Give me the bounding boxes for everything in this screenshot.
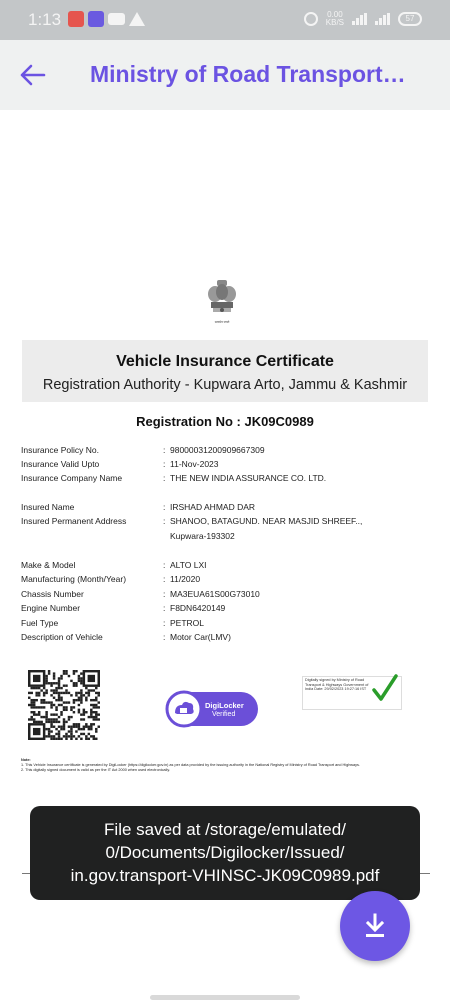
field-value: PETROL [170, 618, 205, 628]
document-icon [88, 11, 104, 27]
field-label: Make & Model [21, 560, 76, 570]
notification-red-icon [68, 11, 84, 27]
toast-line-2: 0/Documents/Digilocker/Issued/ [105, 843, 345, 862]
field-label: Fuel Type [21, 618, 59, 628]
field-value: ALTO LXI [170, 560, 207, 570]
verified-label: Verified [212, 711, 236, 718]
registration-number: Registration No : JK09C0989 [136, 414, 314, 429]
status-bar [0, 0, 450, 40]
certificate-subtitle: Registration Authority - Kupwara Arto, Jammu & Kashmir [42, 377, 408, 393]
net-speed [326, 11, 344, 27]
net-speed-value: 0.00 [327, 10, 343, 19]
system-icons [304, 11, 422, 27]
emblem-caption: सत्यमेव जयते [214, 320, 230, 324]
app-bar [0, 40, 450, 110]
download-button[interactable] [340, 891, 410, 961]
youtube-icon [108, 13, 125, 25]
field-label: Manufacturing (Month/Year) [21, 574, 127, 584]
signal-icon-2 [375, 13, 390, 25]
home-indicator[interactable] [150, 995, 300, 1000]
field-value: THE NEW INDIA ASSURANCE CO. LTD. [170, 473, 327, 483]
page-title: Ministry of Road Transport… [90, 61, 406, 87]
field-label: Engine Number [21, 603, 81, 613]
signal-icon [352, 13, 367, 25]
field-value: F8DN6420149 [170, 603, 226, 613]
toast-message [30, 806, 420, 900]
warning-icon [129, 12, 145, 26]
back-button[interactable] [18, 60, 52, 90]
notes-title: Note: [21, 758, 31, 762]
battery-icon: 57 [398, 12, 422, 26]
certificate-notes [21, 758, 425, 773]
toast-line-1: File saved at /storage/emulated/ [104, 820, 346, 839]
digital-signature-text: Digitally signed by Ministry of Road Transport & Highways Government of India Date: 29/02/2023 19:27:16 IST [305, 678, 369, 692]
field-label: Insurance Policy No. [21, 445, 99, 455]
field-label: Insurance Valid Upto [21, 459, 100, 469]
certificate-title: Vehicle Insurance Certificate [116, 353, 334, 370]
field-value: IRSHAD AHMAD DAR [170, 502, 256, 512]
status-time: 1:13 [28, 10, 62, 29]
field-label: Chassis Number [21, 589, 84, 599]
toast-line-3: in.gov.transport-VHINSC-JK09C0989.pdf [70, 866, 380, 885]
alarm-icon [304, 12, 318, 26]
arrow-left-icon [18, 60, 52, 90]
field-value: SHANOO, BATAGUND. NEAR MASJID SHREEF.., Kupwara-193302 [170, 516, 363, 541]
net-speed-unit: KB/S [325, 18, 344, 27]
notification-icons [68, 11, 145, 27]
field-value: 11/2020 [170, 574, 201, 584]
field-label: Insured Name [21, 502, 75, 512]
field-label: Insured Permanent Address [21, 516, 127, 526]
field-label: Description of Vehicle [21, 632, 103, 642]
note-1: 1. This Vehicle Insurance certificate is generated by DigiLocker (https://digilocker.gov.in) as per data provided by the issuing authority in the National Registry of Ministry of Road Transport and Highways. [21, 763, 361, 767]
digilocker-label: DigiLocker [205, 701, 244, 710]
field-value: MA3EUA61S00G73010 [170, 589, 260, 599]
field-label: Insurance Company Name [21, 473, 123, 483]
field-value: Motor Car(LMV) [170, 632, 231, 642]
note-2: 2. This digitally signed document is valid as per the IT Act 2000 when used electronically. [21, 768, 171, 772]
field-value: 98000031200909667309 [170, 445, 265, 455]
field-value: 11-Nov-2023 [170, 459, 219, 469]
qr-code [28, 670, 100, 740]
verified-check-icon [371, 673, 399, 703]
download-icon [363, 913, 387, 939]
certificate-header [22, 340, 428, 402]
